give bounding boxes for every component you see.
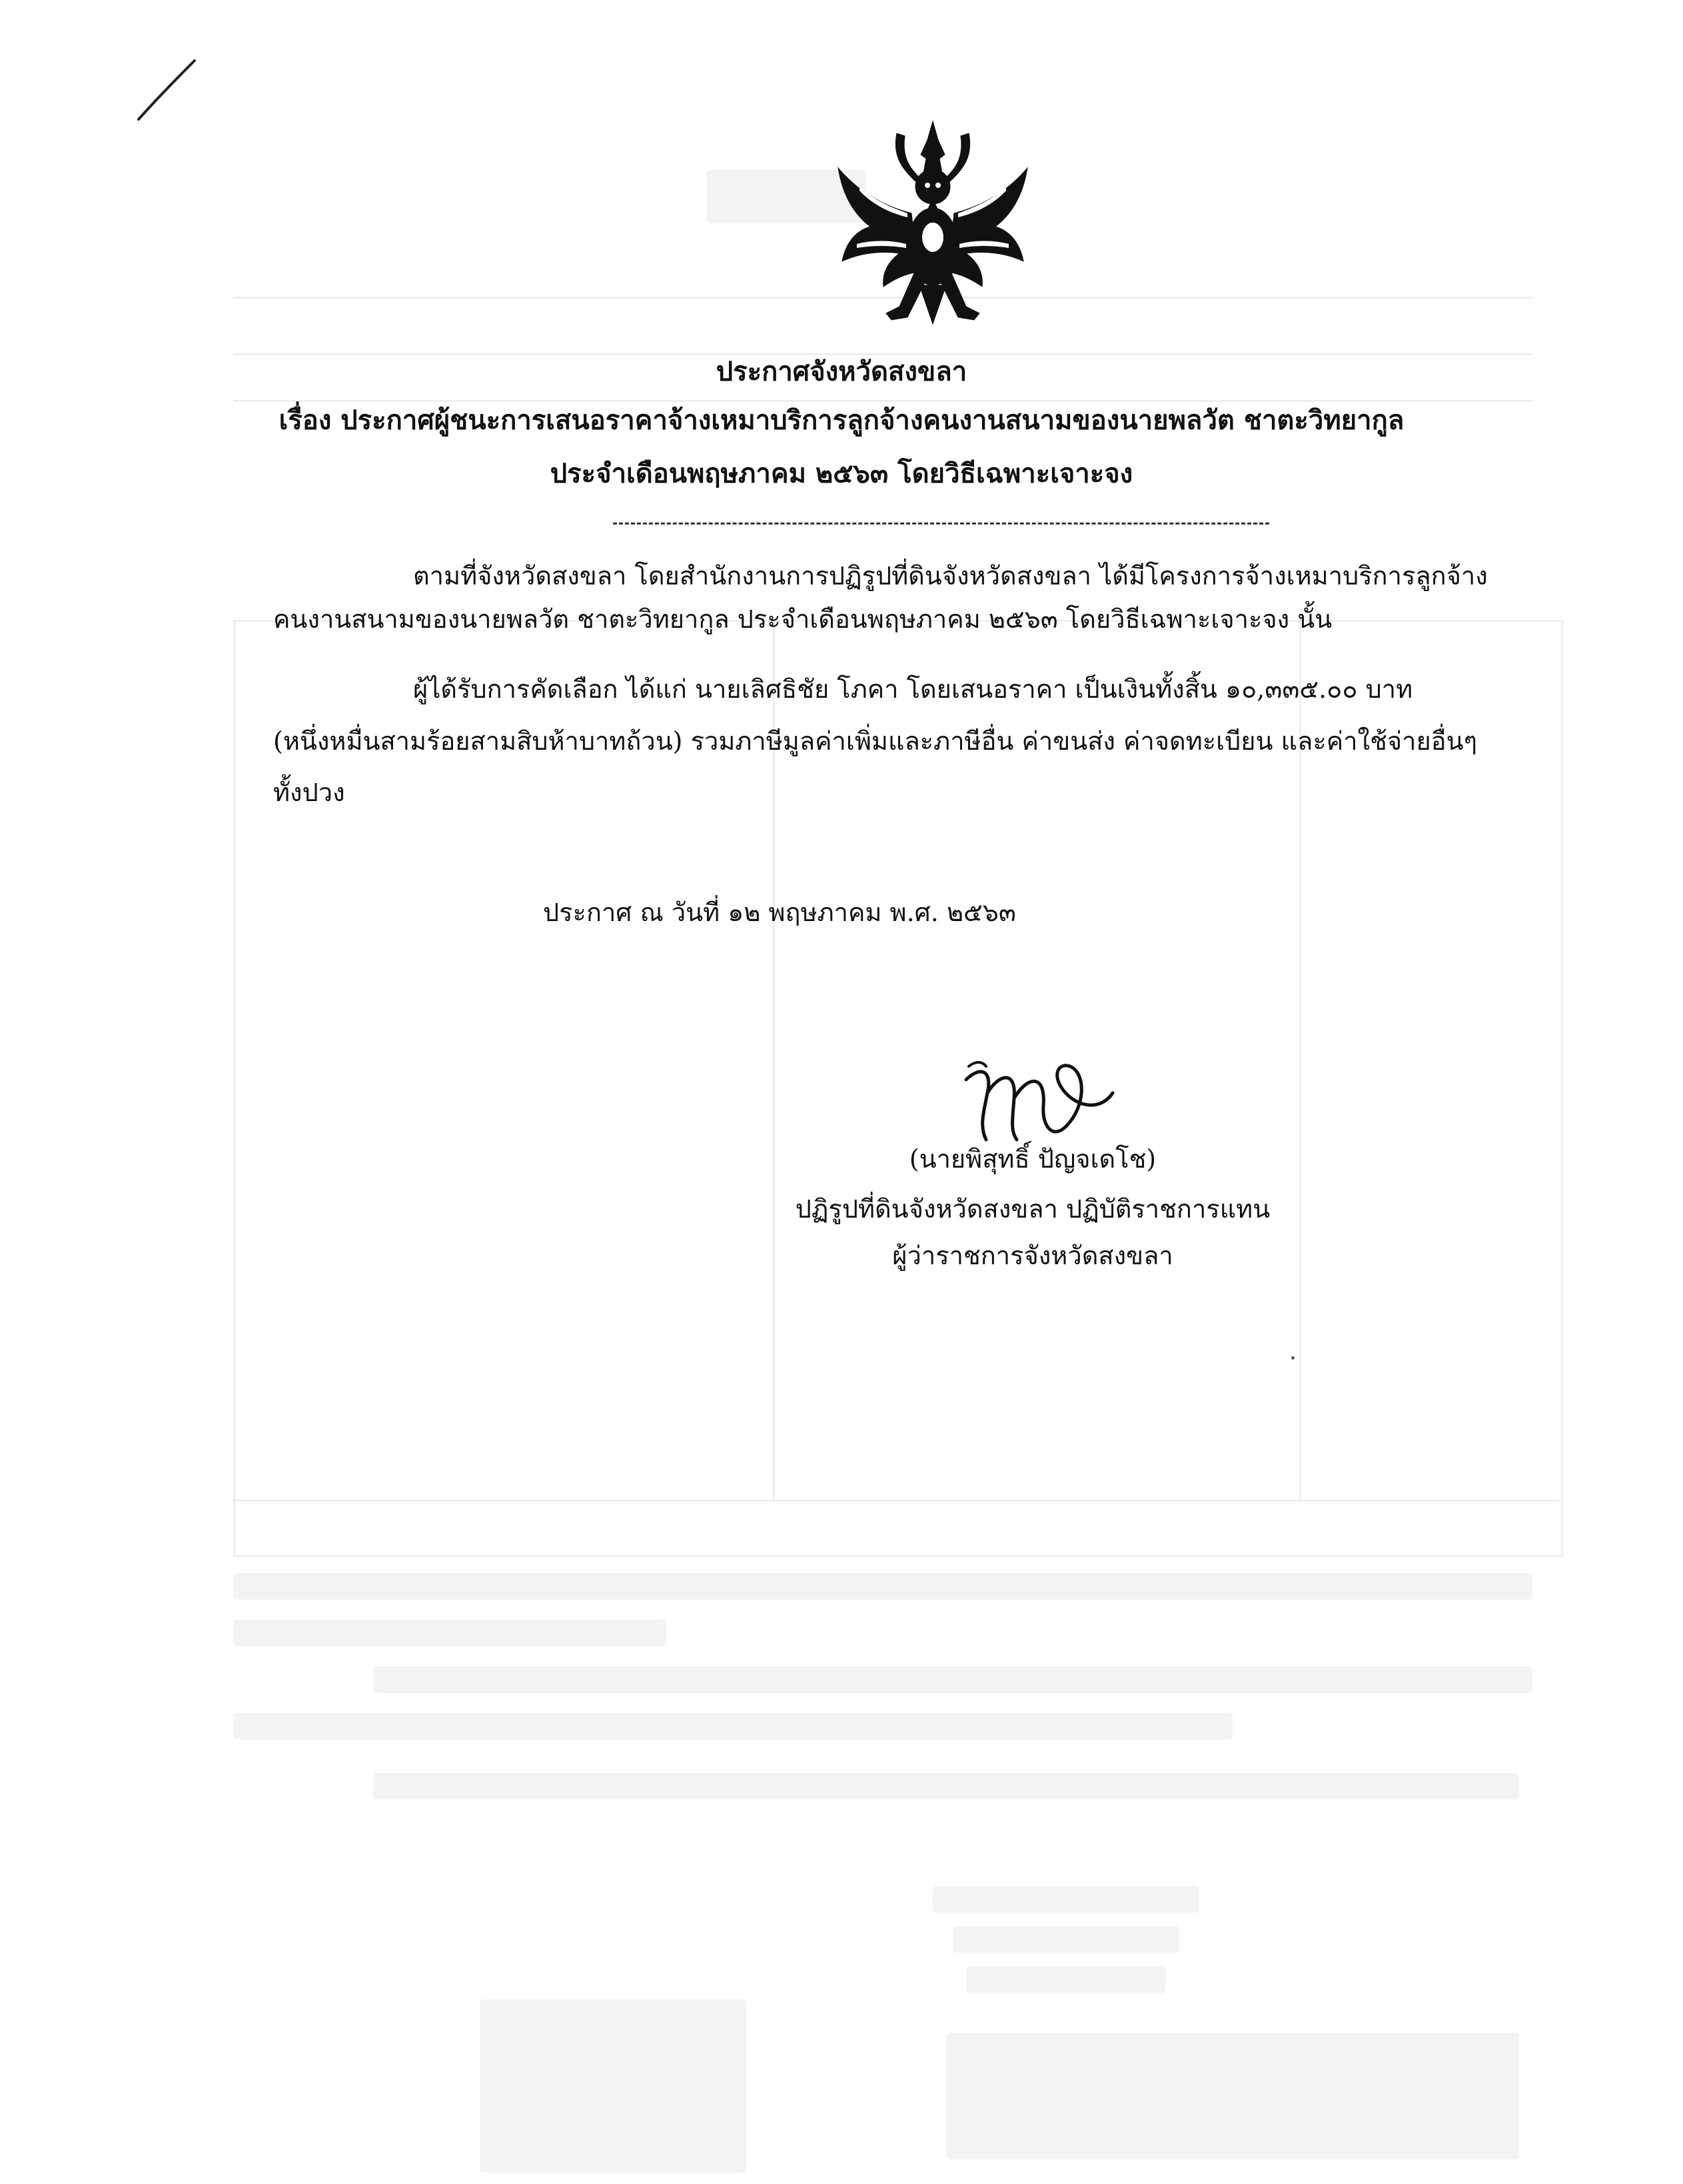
ink-speck: [1291, 1356, 1295, 1360]
body-paragraph-2-line-3: ทั้งปวง: [273, 778, 345, 807]
body-paragraph-2-line-1: ผู้ได้รับการคัดเลือก ได้แก่ นายเลิศธิชัย โภคา โดยเสนอราคา เป็นเงินทั้งสิ้น ๑๐,๓๓๕.๐๐ บาท: [413, 674, 1413, 704]
bleed-through-signature: [480, 1999, 746, 2173]
bleed-through-text: [233, 1620, 666, 1646]
signatory-position-line-1: ปฏิรูปที่ดินจังหวัดสงขลา ปฏิบัติราชการแทน: [795, 1194, 1271, 1224]
bleed-through-line: [233, 1500, 1559, 1502]
garuda-emblem-icon: [833, 120, 1033, 327]
pen-stroke-mark: [133, 57, 200, 123]
bleed-through-table: [233, 620, 1563, 1557]
bleed-through-text: [966, 1966, 1166, 1993]
announcement-subject-continued: ประจำเดือนพฤษภาคม ๒๕๖๓ โดยวิธีเฉพาะเจาะจง: [550, 458, 1133, 489]
bleed-through-text: [946, 2033, 1519, 2159]
body-paragraph-2-line-2: (หนึ่งหมื่นสามร้อยสามสิบห้าบาทถ้วน) รวมภาษีมูลค่าเพิ่มและภาษีอื่น ค่าขนส่ง ค่าจดทะเบียน และค่าใช้จ่ายอื่นๆ: [273, 726, 1477, 756]
announcement-date: ประกาศ ณ วันที่ ๑๒ พฤษภาคม พ.ศ. ๒๕๖๓: [543, 898, 1016, 927]
handwritten-signature: [953, 1046, 1126, 1146]
body-paragraph-1-line-2: คนงานสนามของนายพลวัต ชาตะวิทยากูล ประจำเดือนพฤษภาคม ๒๕๖๓ โดยวิธีเฉพาะเจาะจง นั้น: [273, 604, 1333, 634]
bleed-through-text: [953, 1926, 1179, 1953]
dashed-divider: [613, 523, 1269, 525]
bleed-through-line: [233, 400, 1532, 402]
bleed-through-text: [233, 1713, 1233, 1739]
signatory-position-line-2: ผู้ว่าราชการจังหวัดสงขลา: [892, 1241, 1173, 1270]
signatory-name: (นายพิสุทธิ์ ปัญจเดโช): [909, 1144, 1157, 1174]
announcement-subject: เรื่อง ประกาศผู้ชนะการเสนอราคาจ้างเหมาบริการลูกจ้างคนงานสนามของนายพลวัต ชาตะวิทยากูล: [279, 405, 1404, 436]
bleed-through-text: [933, 1886, 1199, 1913]
bleed-through-text: [233, 1573, 1532, 1600]
bleed-through-text: [373, 1773, 1519, 1799]
announcement-title: ประกาศจังหวัดสงขลา: [716, 356, 967, 387]
bleed-through-text: [373, 1666, 1532, 1693]
body-paragraph-1-line-1: ตามที่จังหวัดสงขลา โดยสำนักงานการปฏิรูปที่ดินจังหวัดสงขลา ได้มีโครงการจ้างเหมาบริการลูกจ้าง: [413, 561, 1488, 590]
